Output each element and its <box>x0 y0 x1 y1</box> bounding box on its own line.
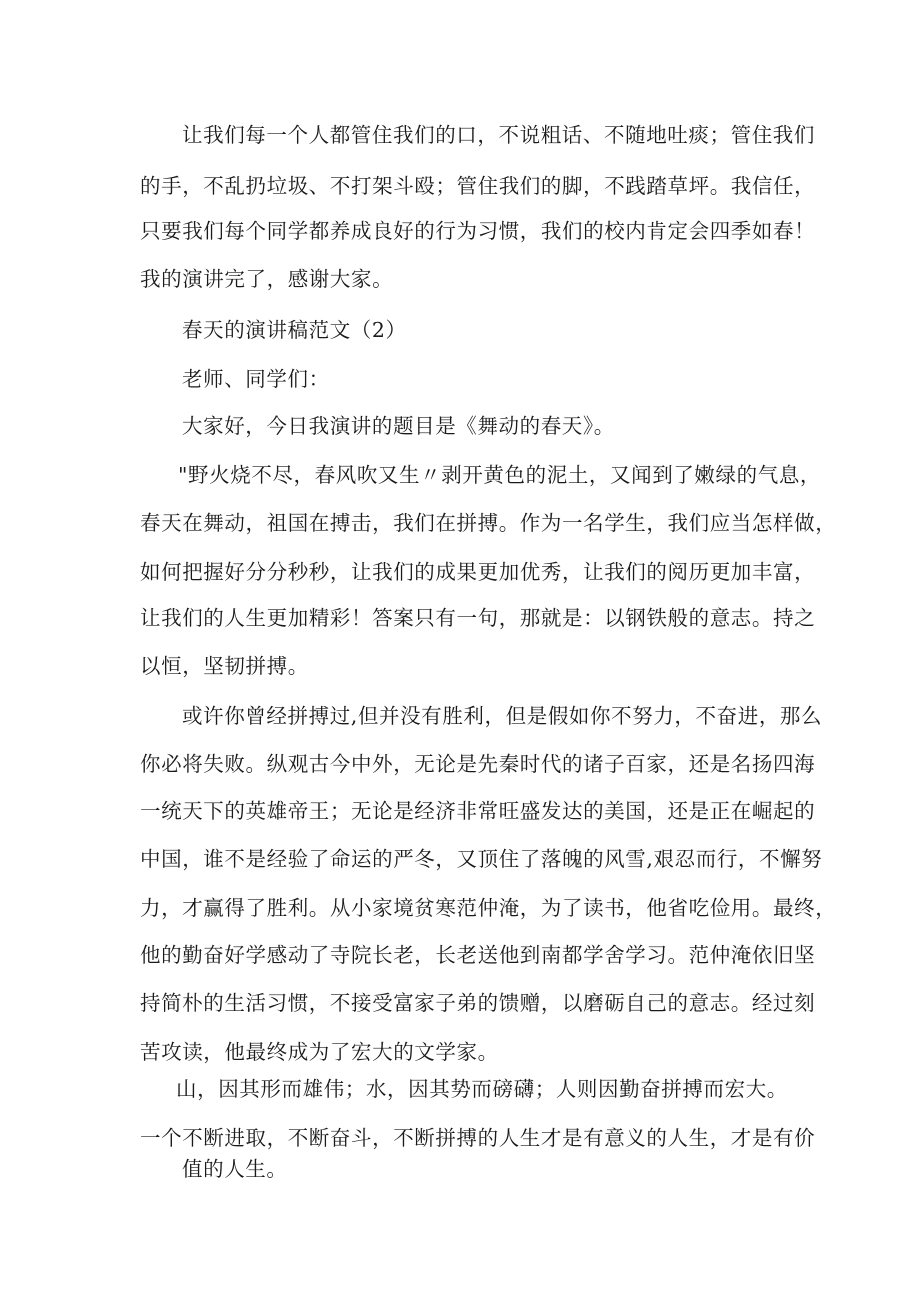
text-line: 一统天下的英雄帝王；无论是经济非常旺盛发达的美国，还是正在崛起的 <box>140 799 816 823</box>
text-line: 以恒，坚韧拼搏。 <box>140 654 309 678</box>
text-line: 让我们每一个人都管住我们的口，不说粗话、不随地吐痰；管住我们 <box>182 123 815 147</box>
text-line: 或许你曾经拼搏过,但并没有胜利，但是假如你不努力，不奋进，那么 <box>182 704 823 728</box>
text-line: 值的人生。 <box>182 1157 288 1181</box>
text-line: 一个不断进取，不断奋斗，不断拼搏的人生才是有意义的人生，才是有价 <box>140 1126 816 1150</box>
text-line: 他的勤奋好学感动了寺院长老，长老送他到南都学舍学习。范仲淹依旧坚 <box>140 943 816 967</box>
text-line: 中国，谁不是经验了命运的严冬，又顶住了落魄的风雪,艰忍而行，不懈努 <box>140 847 823 871</box>
text-line: 山，因其形而雄伟；水，因其势而磅礴；人则因勤奋拼搏而宏大。 <box>176 1077 788 1101</box>
text-line: 只要我们每个同学都养成良好的行为习惯，我们的校内肯定会四季如春！ <box>140 219 816 243</box>
text-line: 苦攻读，他最终成为了宏大的文学家。 <box>140 1040 499 1064</box>
text-line: 大家好，今日我演讲的题目是《舞动的春天》。 <box>182 414 615 438</box>
text-line: 春天在舞动，祖国在搏击，我们在拼搏。作为一名学生，我们应当怎样做， <box>140 511 837 535</box>
text-line: 持简朴的生活习惯，不接受富家子弟的馈赠，以磨砺自己的意志。经过刻 <box>140 991 816 1015</box>
section-heading: 春天的演讲稿范文（2） <box>182 318 407 342</box>
text-line: 你必将失败。纵观古今中外，无论是先秦时代的诸子百家，还是名扬四海 <box>140 752 816 776</box>
text-line: 如何把握好分分秒秒，让我们的成果更加优秀，让我们的阅历更加丰富， <box>140 560 816 584</box>
text-line: "野火烧不尽，春风吹又生〃剥开黄色的泥土，又闻到了嫩绿的气息， <box>178 463 822 487</box>
salutation: 老师、同学们： <box>182 367 330 391</box>
text-line: 让我们的人生更加精彩！答案只有一句，那就是：以钢铁般的意志。持之 <box>140 606 816 630</box>
text-line: 我的演讲完了，感谢大家。 <box>140 267 394 291</box>
text-line: 的手，不乱扔垃圾、不打架斗殴；管住我们的脚，不践踏草坪。我信任， <box>140 174 816 198</box>
text-line: 力，才赢得了胜利。从小家境贫寒范仲淹，为了读书，他省吃俭用。最终， <box>140 896 837 920</box>
